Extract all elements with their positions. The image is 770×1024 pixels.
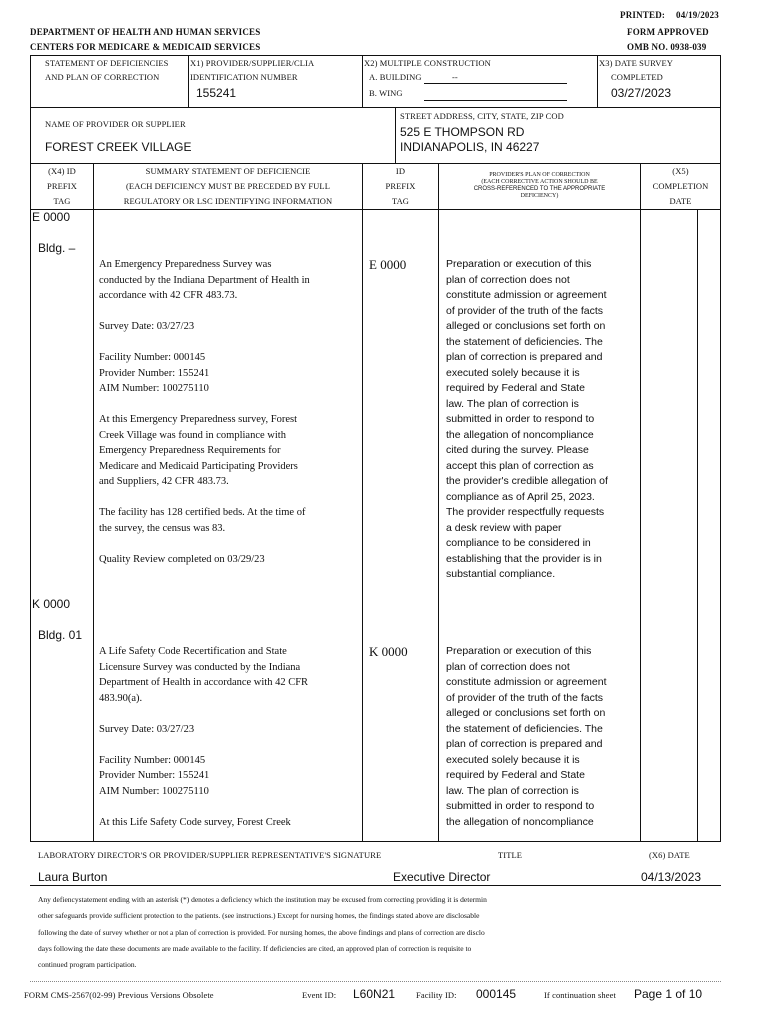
x4-header-2: PREFIX: [47, 181, 77, 191]
wing-label: B. WING: [369, 88, 403, 98]
poc-header-1: PROVIDER'S PLAN OF CORRECTION: [489, 172, 590, 178]
x3-label-2: COMPLETED: [611, 72, 663, 82]
continuation-label: If continuation sheet: [544, 990, 616, 1000]
footer-separator: [30, 981, 721, 982]
poc-header-3: CROSS-REFERENCED TO THE APPROPRIATE: [473, 186, 606, 192]
footnote-line: other safeguards provide sufficient protection to the patients. (see instructions.) Except for nursing homes, the findings stated above are disclosable: [38, 911, 480, 921]
e-id-tag: E 0000: [369, 257, 407, 272]
e-bldg: Bldg. –: [38, 241, 76, 255]
event-id-label: Event ID:: [302, 990, 337, 1000]
page-number: Page 1 of 10: [634, 987, 703, 1001]
x6-date-label: (X6) DATE: [649, 850, 690, 860]
provider-id-number: 155241: [196, 86, 237, 100]
facility-id-label: Facility ID:: [416, 990, 457, 1000]
provider-name-label: NAME OF PROVIDER OR SUPPLIER: [45, 119, 186, 129]
footnote-line: days following the date these documents are made available to the facility. If deficiencies are cited, an approved plan of correction is requisite to: [38, 943, 472, 953]
x5-header-1: (X5): [672, 166, 689, 176]
printed-date: 04/19/2023: [676, 10, 720, 20]
footnote: [38, 892, 718, 973]
department-title: DEPARTMENT OF HEALTH AND HUMAN SERVICES: [30, 27, 261, 37]
signature-label: LABORATORY DIRECTOR'S OR PROVIDER/SUPPLIER REPRESENTATIVE'S SIGNATURE: [38, 850, 382, 860]
title-label: TITLE: [498, 850, 523, 860]
statement-label-2: AND PLAN OF CORRECTION: [45, 72, 160, 82]
k-summary-text: A Life Safety Code Recertification and State Licensure Survey was conducted by the Indiana Department of Health in accordance with 42 CFR 483.90(a). Survey Date: 03/27/23 Facility Number: 000145 Provider Number: 155241 AIM Number: 100275110 At this Life Safety Code survey, Forest Creek: [99, 646, 309, 828]
address-line-2: INDIANAPOLIS, IN 46227: [400, 140, 540, 154]
signer-title: Executive Director: [393, 870, 491, 884]
k-id-tag: K 0000: [369, 644, 408, 659]
building-label: A. BUILDING: [369, 72, 422, 82]
k-bldg: Bldg. 01: [38, 628, 83, 642]
event-id-value: L60N21: [353, 987, 396, 1001]
id-header-1: ID: [395, 166, 406, 176]
x2-label: X2) MULTIPLE CONSTRUCTION: [364, 58, 491, 68]
e-tag: E 0000: [32, 210, 71, 224]
centers-title: CENTERS FOR MEDICARE & MEDICAID SERVICES: [30, 42, 261, 52]
x1-label-1: X1) PROVIDER/SUPPLIER/CLIA: [190, 58, 315, 68]
signer-name: Laura Burton: [38, 870, 108, 884]
footnote-line: Any defiencystatement ending with an asterisk (*) denotes a deficiency which the institution may be excused from correcting providing it is determin: [38, 895, 487, 904]
id-header-2: PREFIX: [385, 181, 416, 191]
printed-label: PRINTED:: [620, 10, 666, 20]
building-underline: [424, 83, 567, 84]
x5-header-3: DATE: [669, 196, 692, 206]
omb-number: OMB NO. 0938-039: [627, 42, 707, 52]
k-tag: K 0000: [32, 597, 71, 611]
building-value: --: [452, 72, 458, 82]
summary-header-1: SUMMARY STATEMENT OF DEFICIENCIE: [145, 166, 311, 176]
survey-completed-date: 03/27/2023: [611, 86, 672, 100]
footnote-line: following the date of survey whether or not a plan of correction is provided. For nursing homes, the above findings and plans of correction are disclo: [38, 927, 485, 937]
statement-label-1: STATEMENT OF DEFICIENCIES: [45, 58, 169, 68]
x4-header-1: (X4) ID: [48, 166, 76, 176]
summary-header-2: (EACH DEFICIENCY MUST BE PRECEDED BY FULL: [125, 181, 331, 191]
summary-header-3: REGULATORY OR LSC IDENTIFYING INFORMATION: [123, 196, 333, 206]
id-header-3: TAG: [391, 196, 410, 206]
poc-header-2: (EACH CORRECTIVE ACTION SHOULD BE: [481, 179, 598, 185]
signature-date: 04/13/2023: [641, 870, 702, 884]
x1-label-2: IDENTIFICATION NUMBER: [190, 72, 298, 82]
k-plan-text: Preparation or execution of this plan of correction does not constitute admission or agreement of provider of the truth of the facts alleged or conclusions set forth on the statement of deficiencies. The plan of correction is prepared and executed solely because it is required by Federal and State law. The plan of correction is submitted in order to respond to the allegation of noncompliance: [446, 645, 607, 828]
e-plan-text: Preparation or execution of this plan of correction does not constitute admission or agreement of provider of the truth of the facts alleged or conclusions set forth on the statement of deficiencies. The plan of correction is prepared and executed solely because it is required by Federal and State law. The plan of correction is submitted in order to respond to the allegation of noncompliance cited during the survey. Please accept this plan of correction as the provider's credible allegation of compliance as of April 25, 2023. The provider respectfully requests a desk review with paper compliance to be considered in establishing that the provider is in substantial compliance.: [446, 258, 608, 580]
x4-header-3: TAG: [53, 196, 71, 206]
facility-id-value: 000145: [476, 987, 517, 1001]
footnote-line: continued program participation.: [38, 960, 137, 970]
wing-underline: [424, 100, 567, 101]
poc-header-4: DEFICIENCY): [520, 193, 559, 199]
address-label: STREET ADDRESS, CITY, STATE, ZIP COD: [400, 111, 564, 121]
provider-name: FOREST CREEK VILLAGE: [45, 140, 192, 154]
form-approved: FORM APPROVED: [627, 27, 709, 37]
form-number: FORM CMS-2567(02-99) Previous Versions Obsolete: [24, 990, 214, 1000]
x5-header-2: COMPLETION: [652, 181, 709, 191]
address-line-1: 525 E THOMPSON RD: [400, 125, 525, 139]
e-summary-text: An Emergency Preparedness Survey was conducted by the Indiana Department of Health in accordance with 42 CFR 483.73. Survey Date: 03/27/23 Facility Number: 000145 Provider Number: 155241 AIM Number: 100275110 At this Emergency Preparedness survey, Forest Creek Village was found in compliance with Emergency Preparedness Requirements for Medicare and Medicaid Participating Providers and Suppliers, 42 CFR 483.73. The facility has 128 certified beds. At the time of the survey, the census was 83. Quality Review completed on 03/29/23: [99, 259, 310, 565]
x3-label-1: X3) DATE SURVEY: [599, 58, 674, 68]
